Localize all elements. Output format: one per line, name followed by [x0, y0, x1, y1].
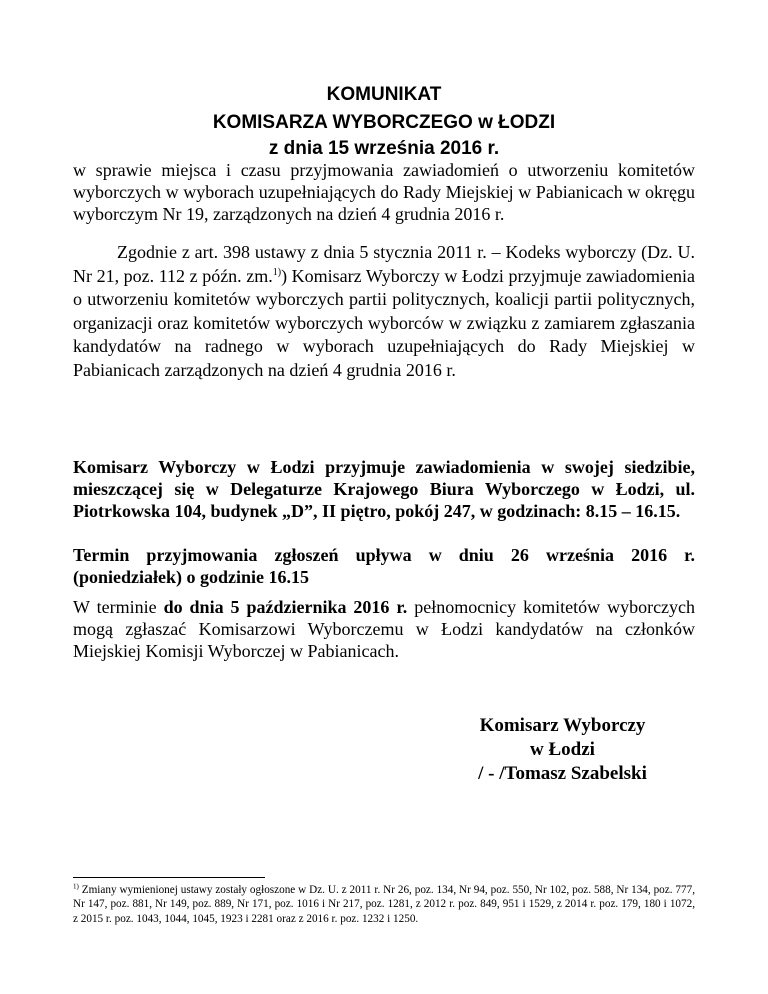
footnote-reference: 1) — [272, 266, 282, 278]
issuer-line: KOMISARZA WYBORCZEGO w ŁODZI — [212, 112, 556, 133]
para3-deadline: do dnia 5 października 2016 r. — [163, 597, 408, 617]
document-title: KOMUNIKAT — [326, 84, 442, 105]
para1-text-end: ) Komisarz Wyborczy w Łodzi przyjmuje zawiadomienia o utworzeniu komitetów wyborczych partii politycznych, koalicji partii politycznych, organizacji oraz komitetów wyborczych wyborców w związku z zamiarem zgłaszania kandydatów na radnego w wyborach uzupełniających do Rady Miejskiej w Pabianicach zarządzonych na dzień 4 grudnia 2016 r. — [73, 265, 695, 380]
signature-place: w Łodzi — [530, 739, 595, 760]
footnote-separator — [73, 877, 265, 878]
para1-text-start: Zgodnie z art. 398 ustawy z dnia 5 stycznia 2011 r. – Kodeks wyborczy (Dz. U. Nr 21, poz. 112 z późn. zm. — [73, 242, 695, 286]
footnote-marker: 1) — [73, 882, 79, 891]
subject-paragraph: w sprawie miejsca i czasu przyjmowania zawiadomień o utworzeniu komitetów wyborczych w wyborach uzupełniających do Rady Miejskiej w Pabianicach w okręgu wyborczym Nr 19, zarządzonych na dzień 4 grudnia 2016 r. — [73, 160, 695, 224]
body-paragraph-1 — [73, 241, 695, 383]
signature-name: / - /Tomasz Szabelski — [478, 763, 647, 784]
para3-text-end: pełnomocnicy komitetów wyborczych mogą zgłaszać Komisarzowi Wyborczemu w Łodzi kandydatów na członków Miejskiej Komisji Wyborczej w Pabianicach. — [73, 597, 696, 661]
deadline-paragraph: Termin przyjmowania zgłoszeń upływa w dniu 26 września 2016 r. (poniedziałek) o godzinie 16.15 — [73, 545, 695, 587]
location-paragraph: Komisarz Wyborczy w Łodzi przyjmuje zawiadomienia w swojej siedzibie, mieszczącej się w Delegaturze Krajowego Biura Wyborczego w Łodzi, ul. Piotrkowska 104, budynek „D”, II piętro, pokój 247, w godzinach: 8.15 – 16.15. — [73, 457, 695, 521]
signature-role: Komisarz Wyborczy — [479, 715, 646, 736]
footnote-text: Zmiany wymienionej ustawy zostały ogłoszone w Dz. U. z 2011 r. Nr 26, poz. 134, Nr 94, poz. 550, Nr 102, poz. 588, Nr 134, poz. 777, Nr 147, poz. 881, Nr 149, poz. 889, Nr 171, poz. 1016 i Nr 217, poz. 1281, z 2012 r. poz. 849, 951 i 1529, z 2014 r. poz. 179, 180 i 1072, z 2015 r. poz. 1043, 1044, 1045, 1923 i 2281 oraz z 2016 r. poz. 1232 i 1250. — [73, 884, 696, 925]
body-paragraph-3 — [73, 596, 695, 662]
date-line: z dnia 15 września 2016 r. — [268, 138, 500, 159]
footnote — [73, 883, 695, 926]
para3-text-start: W terminie — [73, 597, 157, 617]
